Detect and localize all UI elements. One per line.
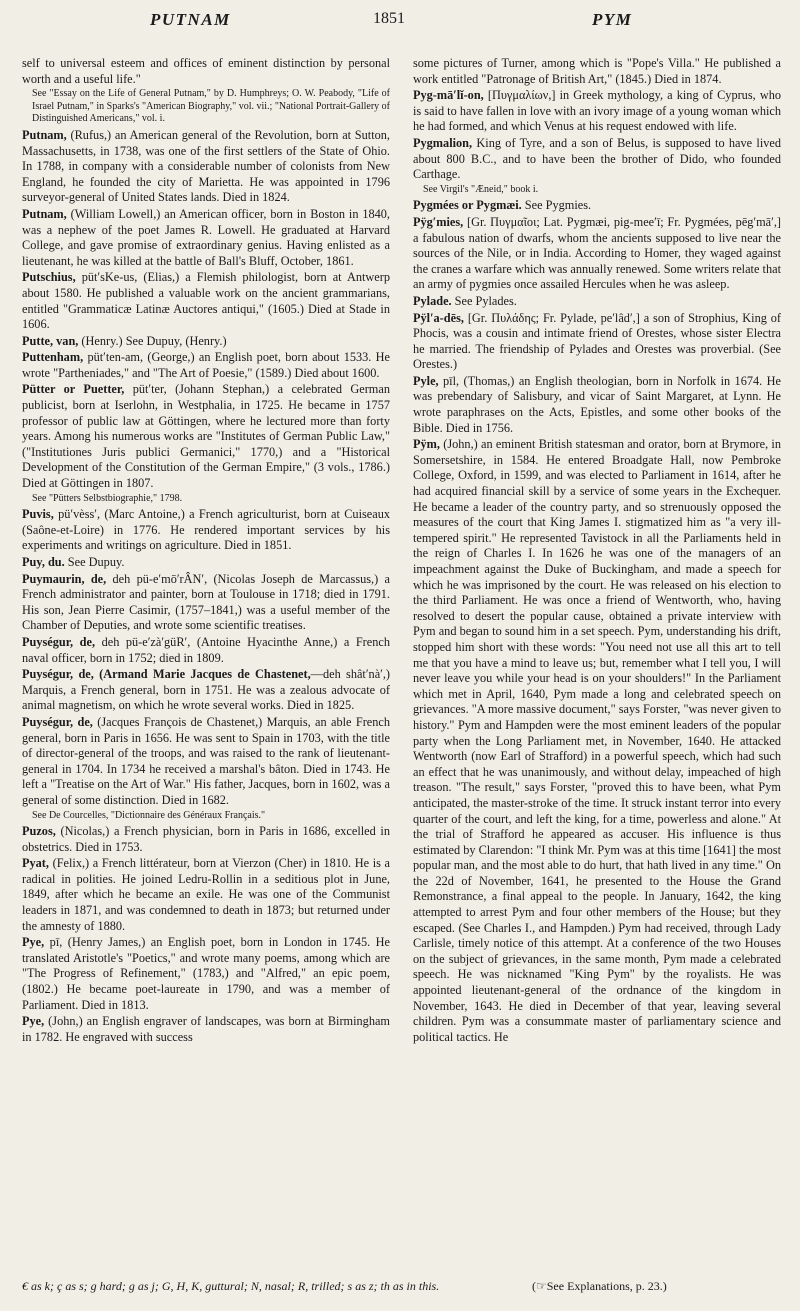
entry-headword: Puzos, [22, 824, 56, 839]
entry-body: See Dupuy. [64, 555, 125, 569]
header-left-guide-word: PUTNAM [150, 10, 231, 29]
dictionary-entry [413, 294, 781, 310]
page-number: 1851 [373, 10, 405, 27]
dictionary-entry [22, 207, 390, 269]
dictionary-entry [413, 311, 781, 373]
entry-headword: Pylade. [413, 293, 452, 308]
dictionary-entry [22, 270, 390, 332]
entry-headword: Puységur, de, [22, 634, 96, 649]
entry-headword: Putte, van, [22, 333, 79, 348]
entry-headword: Puy, du. [22, 555, 65, 569]
dictionary-entry [22, 555, 390, 571]
entry-body: (Henry.) See Dupuy, (Henry.) [78, 333, 227, 348]
dictionary-entry [22, 128, 390, 206]
continued-entry-text: self to universal esteem and offices of eminent distinction by personal worth and a useful life." [22, 56, 390, 86]
entry-body: pī, (Henry James,) an English poet, born in London in 1745. He translated Aristotle's "Poetics," and wrote many poems, among which are "The Progress of Refinement," (1783,) and "Alfred," an epic poem, (1802.) He became poet-laureate in 1790, and was a member of Parliament. Died in 1813. [22, 935, 390, 1012]
dictionary-entry [22, 507, 390, 554]
entry-headword: Pÿg′mies, [413, 214, 464, 229]
dictionary-entry [22, 635, 390, 666]
entry-headword: Pütter or Puetter, [22, 382, 125, 397]
entry-body: deh pü-e′mō′rÂN′, (Nicolas Joseph de Marcassus,) a French administrator and painter, born at Toulouse in 1718; died in 1791. His son, Jean Pierre Casimir, (1757–1841,) was a useful member of the Chamber of Deputies, and wrote some scientific treatises. [22, 571, 390, 633]
entry-headword: Puységur, de, [22, 714, 93, 729]
entry-body: püt′ter, (Johann Stephan,) a celebrated German publicist, born at Iserlohn, in Westphalia, in 1725. He became in 1757 professor of public law at Göttingen, where he lectured more than forty years. Among his numerous works are "Institutes of German Public Law," ("Institutiones Juris publici Germanici," 1770,) and a "Historical Development of the Constitution of the German Empire," (3 vols., 1786.) Died at Göttingen in 1807. [22, 382, 390, 491]
pronunciation-key-footer [22, 1279, 782, 1294]
left-column [22, 56, 390, 1266]
dictionary-entry [22, 382, 390, 491]
entry-headword: Pye, [22, 1014, 45, 1029]
entry-headword: Pygmalion, [413, 135, 473, 150]
entry-headword: Pyat, [22, 856, 49, 871]
entry-body: [Gr. Πυγμαῖοι; Lat. Pygmæi, pig-mee′ī; Fr. Pygmées, pēg′mā′,] a fabulous nation of dwarfs, whom the ancients supposed to live near the sources of the Nile, or in India. According to Homer, they waged against the cranes a warfare which was annually renewed. Some writers relate that an army of pygmies once assailed Hercules when he was asleep. [413, 214, 781, 292]
pronunciation-key: € as k; ç as s; g hard; g as j; G, H, K, guttural; N, nasal; R, trilled; s as z; th as in this. [22, 1279, 440, 1293]
entry-body: —deh shât′nà′,) Marquis, a French general, born in 1751. He was a zealous advocate of animal magnetism, on which he wrote several works. Died in 1825. [22, 667, 390, 713]
explanations-pointer: (☞See Explanations, p. 23.) [532, 1279, 667, 1293]
reference-note: See "Pütters Selbstbiographie," 1798. [32, 492, 183, 504]
header-right-guide-word: PYM [592, 10, 633, 29]
entry-body: (John,) an eminent British statesman and orator, born at Brymore, in Somersetshire, in 1584. He entered Broadgate Hall, now Pembroke College, Oxford, in 1599, and was elected to Parliament in 1614, after he had acquired financial skill by a service of some years in the Exchequer. He became a leader of the country party, and so strenuously opposed the measures of the court that King James I. stigmatized him as "a very ill-tempered spirit." He represented Tavistock in all the Parliaments held in the reign of Charles I. In 1626 he was one of the managers of an impeachment against the Duke of Buckingham, and made a speech for which he was imprisoned by the court. He was released on his election to the third Parliament. He was once a friend of Wentworth, who, having resolved to desert the popular cause, obtained a private interview with Pym and began to sound him in a set speech. Pym, understanding his drift, stopped him short with these words: "You need not use all this art to tell me that you have a mind to leave us; but, remember what I tell you, I will never leave you while your head is on your shoulders!" In the Parliament which met in April, 1640, Pym made a long and celebrated speech on grievances. "A more massive document," says Forster, "was never given to history." Pym and Hampden were the most eminent leaders of the popular party when the Long Parliament met, in November, 1640. He attacked Wentworth (now Earl of Strafford) in a powerful speech, which had such an effect that he was unanimously, and without delay, impeached of high treason. "The result," says Forster, "proved this to have been, what Pym anticipated, the master-stroke of the time. It struck instant terror into every quarter of the court, and left the king, for a time, powerless and alone." At the trial of Strafford he appeared as accuser. His influence is thus estimated by Clarendon: "I think Mr. Pym was at this time [1641] the most popular man, and the most able to do hurt, that hath lived in any time." On the 22d of November, 1641, he presented to the House the Grand Remonstrance, a final appeal to the people. In January, 1642, the king attempted to arrest Pym and four other members of the House; but they escaped. (See Charles I., and Hampden.) Pym had received, through Lady Carlisle, timely notice of this attempt. At a conference of the two Houses on the subject of grievances, in the same month, Pym made a celebrated speech. He was nicknamed "King Pym" by the royalists. He was appointed lieutenant-general of the ordnance of the kingdom in November, 1643. He died in December of that year, leaving several children. Pym was a consummate master of parliamentary science and political tactics. He [413, 437, 781, 1044]
reference-note: See Virgil's "Æneid," book i. [423, 183, 539, 195]
entry-headword: Pÿl′a-dēs, [413, 310, 464, 325]
reference-note: See "Essay on the Life of General Putnam," by D. Humphreys; O. W. Peabody, "Life of Israel Putnam," in Sparks's "American Biography," vol. vii.; "National Portrait-Gallery of Distinguished Americans," vol. i. [32, 88, 390, 125]
dictionary-entry [22, 856, 390, 934]
dictionary-entry [413, 215, 781, 293]
dictionary-entry [22, 572, 390, 634]
entry-headword: Pyg-mā′lĭ-on, [413, 88, 484, 103]
dictionary-entry [22, 350, 390, 381]
entry-body: King of Tyre, and a son of Belus, is supposed to have lived about 800 B.C., and to have been the brother of Dido, who founded Carthage. [413, 135, 781, 182]
entry-headword: Puységur, de, (Armand Marie Jacques de Chastenet, [22, 667, 311, 682]
entry-headword: Puttenham, [22, 350, 84, 365]
entry-headword: Putschius, [22, 270, 76, 285]
dictionary-entry [413, 198, 781, 214]
entry-body: (Rufus,) an American general of the Revolution, born at Sutton, Massachusetts, in 1738, was one of the first settlers of the State of Ohio. In 1788, in company with a considerable number of colonists from New England, he founded the city of Marietta. He was appointed in 1796 surveyor-general of United States lands. Died in 1824. [22, 127, 390, 205]
entry-body: (John,) an English engraver of landscapes, was born at Birmingham in 1782. He engraved with success [22, 1014, 390, 1044]
entry-headword: Puvis, [22, 507, 54, 522]
reference-note: See De Courcelles, "Dictionnaire des Généraux Français." [32, 809, 266, 821]
entry-headword: Putnam, [22, 206, 67, 221]
dictionary-entry [22, 1014, 390, 1045]
entry-body: püt′sKe-us, (Elias,) a Flemish philologist, born at Antwerp about 1580. He published a valuable work on the ancient grammarians, entitled "Grammaticæ Latinæ Auctores antiqui," (1605.) Died at Stade in 1606. [22, 270, 390, 332]
entry-body: deh pü-e′zà′güR′, (Antoine Hyacinthe Anne,) a French naval officer, born in 1752; died in 1809. [22, 634, 390, 665]
entry-body: (Nicolas,) a French physician, born in Paris in 1686, excelled in obstetrics. Died in 1753. [22, 824, 390, 854]
entry-body: (William Lowell,) an American officer, born in Boston in 1840, was a nephew of the poet James R. Lowell. He graduated at Harvard College, and gave promise of extraordinary genius. Having enlisted as a lieutenant, he was killed at the battle of Ball's Bluff, October, 1861. [22, 206, 390, 268]
entry-body: [Gr. Πυλάδης; Fr. Pylade, pe′lâd′,] a son of Strophius, King of Phocis, was a cousin and intimate friend of Orestes, whose sister Electra he married. The friendship of Pylades and Orestes was proverbial. (See Orestes.) [413, 310, 781, 372]
entry-body: See Pylades. [451, 293, 517, 308]
entry-body: pīl, (Thomas,) an English theologian, born in Norfolk in 1674. He was prebendary of Salisbury, and vicar of Saint Margaret, at Lynn. He wrote paraphrases on the Acts, Epistles, and some other books of the Bible. Died in 1756. [413, 373, 781, 435]
entry-headword: Puymaurin, de, [22, 571, 107, 586]
dictionary-entry [413, 88, 781, 135]
continued-entry-text: some pictures of Turner, among which is "Pope's Villa." He published a work entitled "Patronage of British Art," (1845.) Died in 1874. [413, 56, 781, 86]
dictionary-entry [22, 935, 390, 1013]
entry-body: (Felix,) a French littérateur, born at Vierzon (Cher) in 1810. He is a radical in polities. He joined Ledru-Rollin in a seditious plot in June, 1849, after which he became an exile. He was one of the Communist leaders in 1871, and was condemned to death in 1873; but returned under the amnesty of 1880. [22, 856, 390, 933]
right-column [413, 56, 781, 1266]
dictionary-entry [413, 374, 781, 436]
dictionary-entry [22, 824, 390, 855]
running-header [0, 10, 800, 36]
dictionary-entry [413, 437, 781, 1045]
entry-headword: Putnam, [22, 127, 67, 142]
entry-headword: Pygmées or Pygmæi. [413, 198, 522, 213]
entry-headword: Pyle, [413, 373, 439, 388]
entry-body: See Pygmies. [521, 198, 592, 213]
entry-body: pü′vèss′, (Marc Antoine,) a French agriculturist, born at Cuiseaux (Saône-et-Loire) in 1776. He rendered important services by his experiments and writings on agriculture. Died in 1851. [22, 507, 390, 553]
dictionary-entry [413, 136, 781, 183]
dictionary-entry [22, 715, 390, 809]
entry-body: püt′ten-am, (George,) an English poet, born about 1533. He wrote "Partheniades," and "The Art of Poesie," (1589.) Died about 1600. [22, 350, 390, 380]
entry-headword: Pye, [22, 935, 45, 950]
dictionary-entry [22, 667, 390, 714]
dictionary-entry [22, 334, 390, 350]
entry-body: [Πυγμαλίων,] in Greek mythology, a king of Cyprus, who is said to have fallen in love with an ivory image of a young woman which he had formed, and which Venus at his request endowed with life. [413, 88, 781, 134]
entry-headword: Pÿm, [413, 437, 440, 452]
entry-body: (Jacques François de Chastenet,) Marquis, an able French general, born in Paris in 1656. He was sent to Spain in 1703, with the title of director-general of the troops, and was raised to the rank of lieutenant-general in 1704. In 1734 he received a marshal's bâton. Died in 1743. He left a "Treatise on the Art of War." His father, Jacques, born in 1602, was a general of some distinction. Died in 1682. [22, 714, 390, 807]
